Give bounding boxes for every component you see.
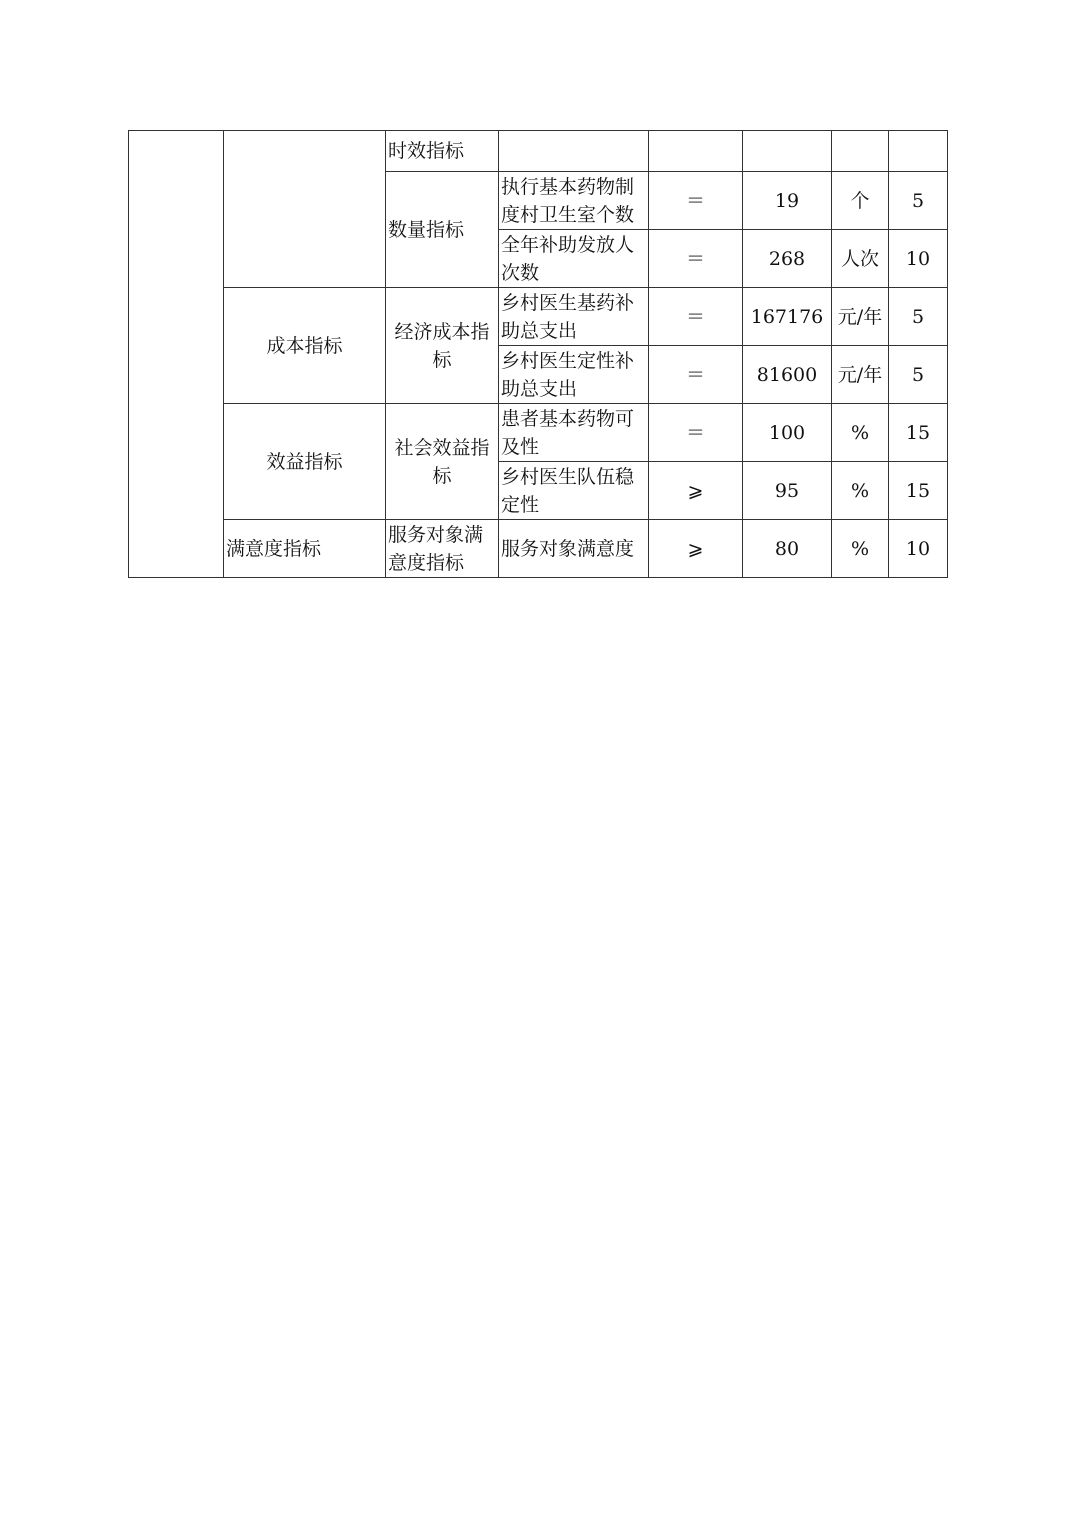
target-value-cell [743,131,832,172]
operator-cell: ⩾ [649,462,743,520]
operator-cell [649,131,743,172]
table-row [129,288,948,346]
unit-cell: 个 [832,172,889,230]
target-value-cell: 81600 [743,346,832,404]
second-level-category-cell: 成本指标 [224,288,386,404]
third-level-indicator-cell: 服务对象满意度指标 [386,520,499,578]
table-row [129,520,948,578]
score-cell: 5 [889,288,948,346]
unit-cell: % [832,462,889,520]
score-cell [889,131,948,172]
operator-cell: ＝ [649,404,743,462]
unit-cell: 人次 [832,230,889,288]
score-cell: 5 [889,172,948,230]
operator-cell: ＝ [649,346,743,404]
target-value-cell: 167176 [743,288,832,346]
operator-cell: ＝ [649,288,743,346]
score-cell: 5 [889,346,948,404]
indicator-item-cell [499,131,649,172]
second-level-category-cell [224,131,386,288]
unit-cell [832,131,889,172]
unit-cell: 元/年 [832,288,889,346]
third-level-indicator-cell: 社会效益指标 [386,404,499,520]
performance-indicator-table [128,130,948,578]
target-value-cell: 100 [743,404,832,462]
target-value-cell: 95 [743,462,832,520]
score-cell: 10 [889,230,948,288]
indicator-item-cell: 乡村医生基药补助总支出 [499,288,649,346]
unit-cell: 元/年 [832,346,889,404]
indicator-item-cell: 执行基本药物制度村卫生室个数 [499,172,649,230]
indicator-item-cell: 患者基本药物可及性 [499,404,649,462]
score-cell: 10 [889,520,948,578]
indicator-item-cell: 乡村医生定性补助总支出 [499,346,649,404]
score-cell: 15 [889,462,948,520]
unit-cell: % [832,520,889,578]
target-value-cell: 80 [743,520,832,578]
second-level-category-cell: 效益指标 [224,404,386,520]
indicator-item-cell: 乡村医生队伍稳定性 [499,462,649,520]
operator-cell: ＝ [649,172,743,230]
target-value-cell: 19 [743,172,832,230]
third-level-indicator-cell: 时效指标 [386,131,499,172]
second-level-category-cell: 满意度指标 [224,520,386,578]
indicator-item-cell: 服务对象满意度 [499,520,649,578]
operator-cell: ＝ [649,230,743,288]
indicator-item-cell: 全年补助发放人次数 [499,230,649,288]
score-cell: 15 [889,404,948,462]
table-row [129,404,948,462]
unit-cell: % [832,404,889,462]
target-value-cell: 268 [743,230,832,288]
first-level-category-cell [129,131,224,578]
table-row [129,131,948,172]
third-level-indicator-cell: 经济成本指标 [386,288,499,404]
third-level-indicator-cell: 数量指标 [386,172,499,288]
operator-cell: ⩾ [649,520,743,578]
